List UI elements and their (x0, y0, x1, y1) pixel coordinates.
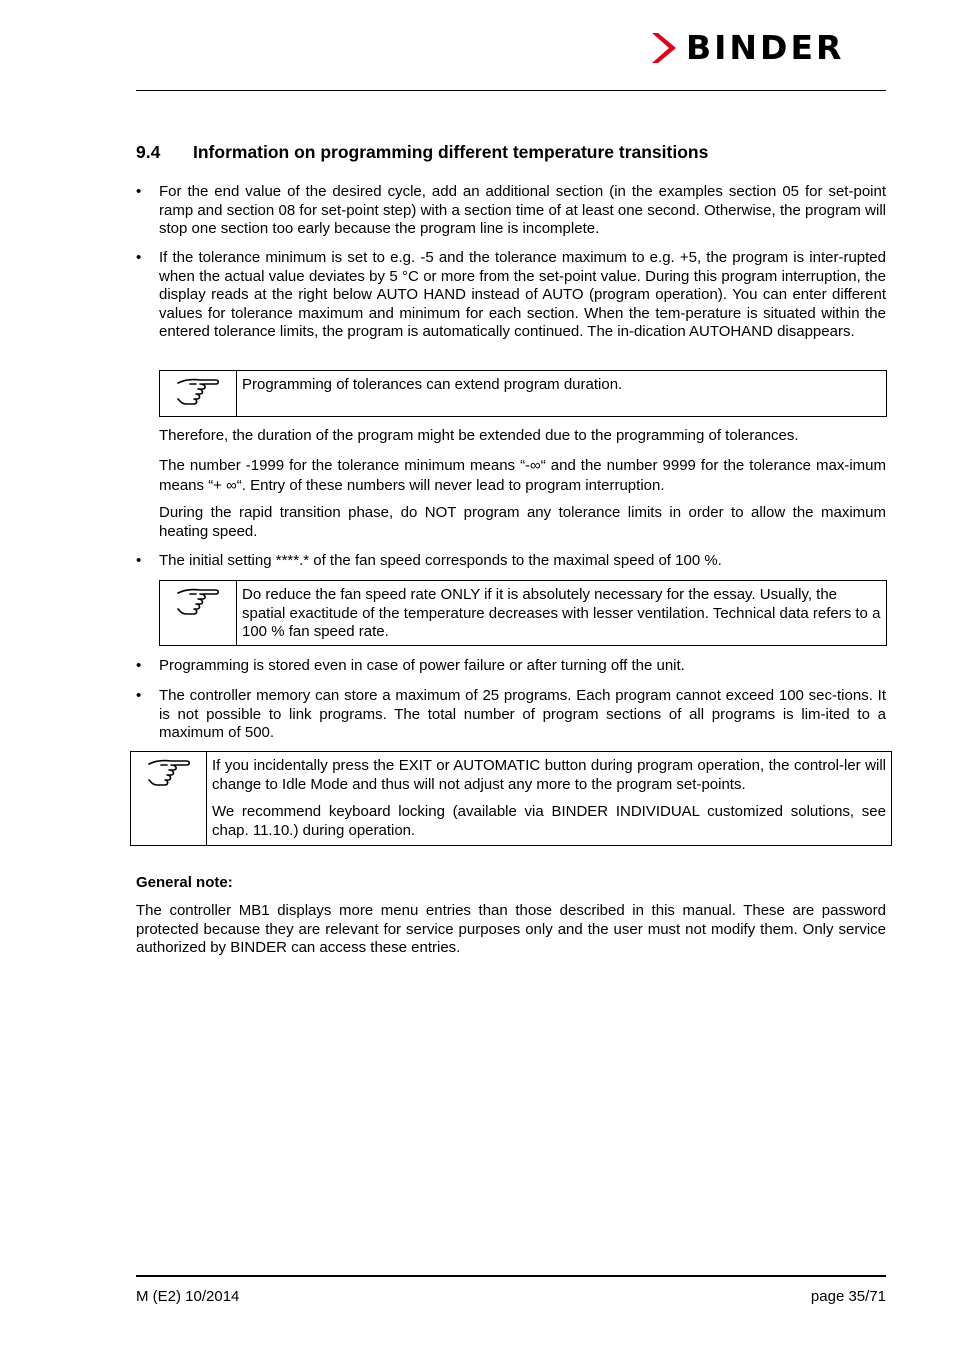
note-paragraph: Do reduce the fan speed rate ONLY if it is absolutely necessary for the essay. Usually, the spatial exactitude of the temperature decreases with lesser ventilation. Technical data refers to a 100 % fan speed rate. (242, 586, 881, 640)
paragraph: During the rapid transition phase, do NOT program any tolerance limits in order to allow the maximum heating speed. (159, 504, 886, 540)
pointing-hand-icon (147, 756, 191, 792)
header-rule (136, 90, 886, 91)
note-text (237, 581, 886, 645)
paragraph: Therefore, the duration of the program might be extended due to the programming of tolerances. (159, 427, 799, 444)
bullet-icon: • (136, 183, 142, 200)
section-heading (136, 141, 886, 163)
note-box (159, 370, 887, 417)
list-item (136, 687, 886, 743)
list-item-text: Programming is stored even in case of power failure or after turning off the unit. (159, 657, 685, 674)
pointing-hand-icon (176, 585, 220, 621)
note-box (159, 580, 887, 646)
note-icon-cell (160, 581, 237, 645)
general-note-text: The controller MB1 displays more menu entries than those described in this manual. These are password protected because they are relevant for service purposes only and the user must not modify them. Only service authorized by BINDER can access these entries. (136, 902, 886, 956)
list-item (136, 249, 886, 342)
list-item (136, 183, 886, 239)
pointing-hand-icon (176, 375, 220, 411)
bullet-icon: • (136, 249, 142, 266)
bullet-icon: • (136, 657, 142, 674)
list-item (136, 657, 886, 676)
general-note-heading: General note: (136, 874, 233, 891)
note-text (237, 371, 886, 416)
paragraph: The number -1999 for the tolerance minimum means “-∞“ and the number 9999 for the tolerance max-imum means “+ ∞“. Entry of these numbers will never lead to program interruption. (159, 457, 886, 494)
section-title: Information on programming different temperature transitions (193, 142, 709, 162)
list-item-text: For the end value of the desired cycle, add an additional section (in the examples section 05 for set-point ramp and section 08 for set-point step) with a section time of at least one second. Otherwise, the program will stop one section too early because the program line is incomplete. (159, 183, 886, 237)
list-item-text: If the tolerance minimum is set to e.g. -5 and the tolerance maximum to e.g. +5, the program is inter-rupted when the actual value deviates by 5 °C or more from the set-point value. During this program interruption, the display reads at the right below AUTO HAND instead of AUTO (program operation). You can enter different values for tolerance maximum and minimum for each section. When the tem-perature is situated within the entered tolerance limits, the program is automatically continued. The in-dication AUTOHAND disappears. (159, 249, 886, 340)
bullet-icon: • (136, 552, 142, 569)
note-icon-cell (131, 752, 207, 845)
note-text (207, 752, 891, 845)
bullet-icon: • (136, 687, 142, 704)
section-number: 9.4 (136, 142, 161, 162)
list-item-text: The initial setting ****.* of the fan speed corresponds to the maximal speed of 100 %. (159, 552, 722, 569)
list-item-text: The controller memory can store a maximum of 25 programs. Each program cannot exceed 100 sec-tions. It is not possible to link programs. The total number of program sections of all programs is lim-ited to a maximum of 500. (159, 687, 886, 741)
note-icon-cell (160, 371, 237, 416)
brand-name: BINDER (686, 28, 845, 67)
binder-logo (652, 28, 844, 68)
page-number: page 35/71 (810, 1288, 886, 1305)
note-paragraph: Programming of tolerances can extend program duration. (242, 376, 623, 393)
note-paragraph: If you incidentally press the EXIT or AUTOMATIC button during program operation, the control-ler will change to Idle Mode and thus will not adjust any more to the program set-points. (212, 757, 886, 793)
list-item (136, 552, 886, 571)
note-box (130, 751, 892, 846)
footer-rule (136, 1275, 886, 1277)
logo-arrow-icon (652, 31, 678, 65)
document-code: M (E2) 10/2014 (136, 1288, 240, 1305)
note-paragraph: We recommend keyboard locking (available via BINDER INDIVIDUAL customized solutions, see chap. 11.10.) during operation. (212, 803, 886, 839)
